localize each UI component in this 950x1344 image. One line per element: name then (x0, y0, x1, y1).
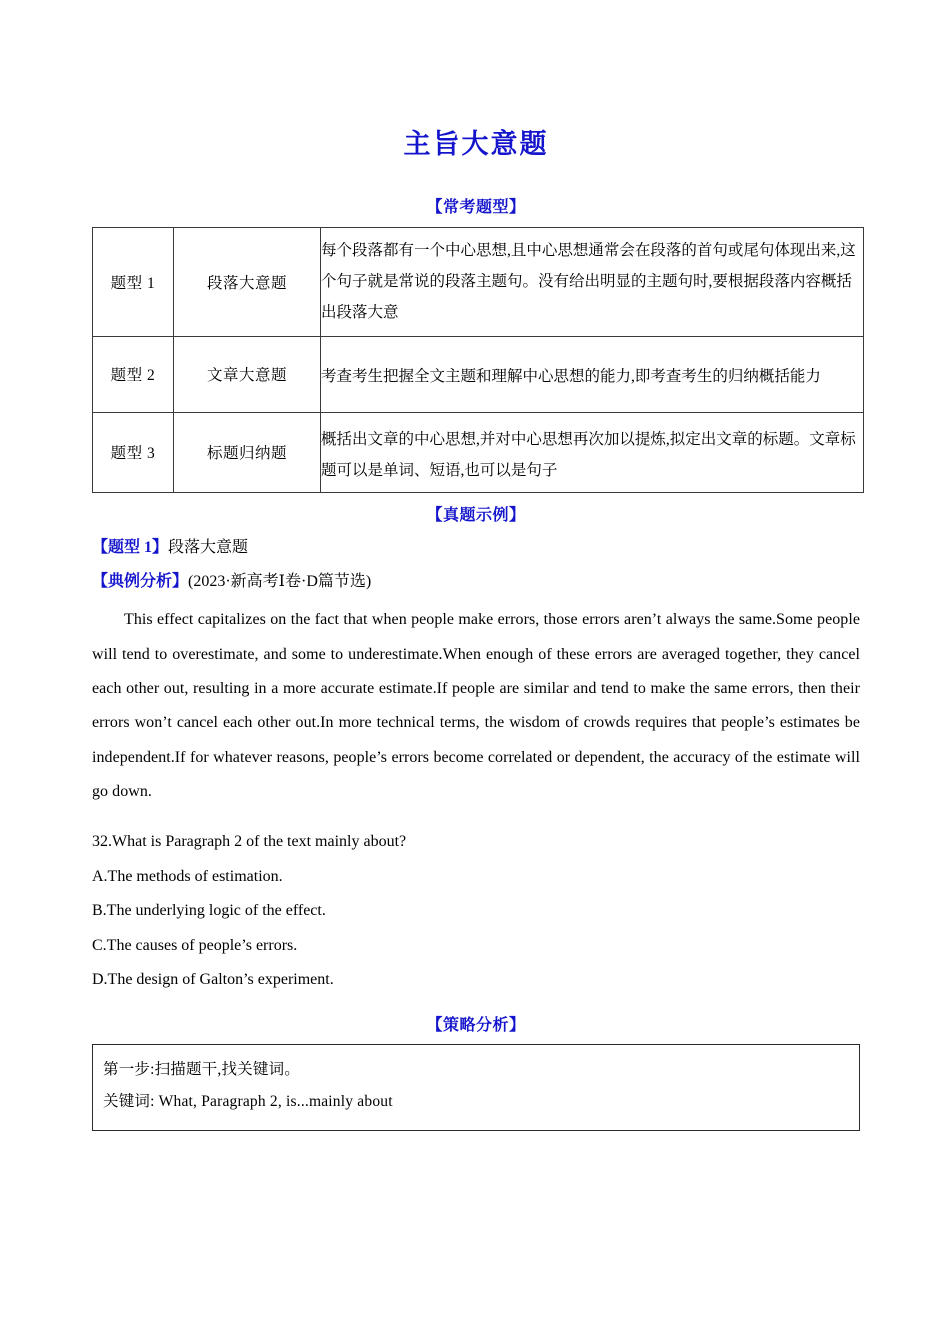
type-name: 段落大意题 (174, 227, 321, 336)
example-type-line (92, 536, 860, 559)
page-title: 主旨大意题 (403, 129, 549, 159)
table-row (93, 227, 864, 336)
section-heading-common-types: 【常考题型】 (426, 198, 526, 216)
example-analysis-label: 【典例分析】 (92, 572, 189, 590)
option-c[interactable]: C.The causes of people’s errors. (92, 936, 298, 954)
section-heading-real-example: 【真题示例】 (426, 506, 526, 524)
example-type-text: 段落大意题 (168, 538, 249, 556)
strategy-step-line: 第一步:扫描题干,找关键词。 (103, 1061, 300, 1079)
section-heading-strategy: 【策略分析】 (426, 1017, 526, 1035)
example-passage: This effect capitalizes on the fact that when people make errors, those errors aren’t always the same.Some people will tend to overestimate, and some to underestimate.When enough of these errors are averaged together, they cancel each other out, resulting in a more accurate estimate.If people are similar and tend to make the same errors, then their errors won’t cancel each other out.In more technical terms, the wisdom of crowds requires that people’s estimates be independent.If for whatever reasons, people’s errors become correlated or dependent, the accuracy of the estimate will go down. (92, 611, 860, 801)
strategy-keyword-line: 关键词: What, Paragraph 2, is...mainly about (103, 1093, 393, 1111)
example-analysis-line (92, 570, 860, 593)
example-analysis-source: (2023·新高考Ⅰ卷·D篇节选) (188, 572, 372, 590)
type-name: 文章大意题 (174, 336, 321, 412)
option-d[interactable]: D.The design of Galton’s experiment. (92, 971, 334, 989)
example-type-label: 【题型 1】 (92, 538, 169, 556)
type-name: 标题归纳题 (174, 412, 321, 492)
type-description: 考查考生把握全文主题和理解中心思想的能力,即考查考生的归纳概括能力 (321, 336, 864, 412)
table-row (93, 412, 864, 492)
page-content (92, 0, 860, 1131)
option-b[interactable]: B.The underlying logic of the effect. (92, 902, 326, 920)
type-number: 题型 3 (93, 412, 174, 492)
example-question: 32.What is Paragraph 2 of the text mainly about? (92, 833, 407, 851)
table-row (93, 336, 864, 412)
type-description: 概括出文章的中心思想,并对中心思想再次加以提炼,拟定出文章的标题。文章标题可以是单词、短语,也可以是句子 (321, 412, 864, 492)
question-types-table (92, 227, 864, 493)
strategy-box (92, 1044, 860, 1131)
type-number: 题型 1 (93, 227, 174, 336)
option-a[interactable]: A.The methods of estimation. (92, 867, 283, 885)
type-number: 题型 2 (93, 336, 174, 412)
type-description: 每个段落都有一个中心思想,且中心思想通常会在段落的首句或尾句体现出来,这个句子就是常说的段落主题句。没有给出明显的主题句时,要根据段落内容概括出段落大意 (321, 227, 864, 336)
